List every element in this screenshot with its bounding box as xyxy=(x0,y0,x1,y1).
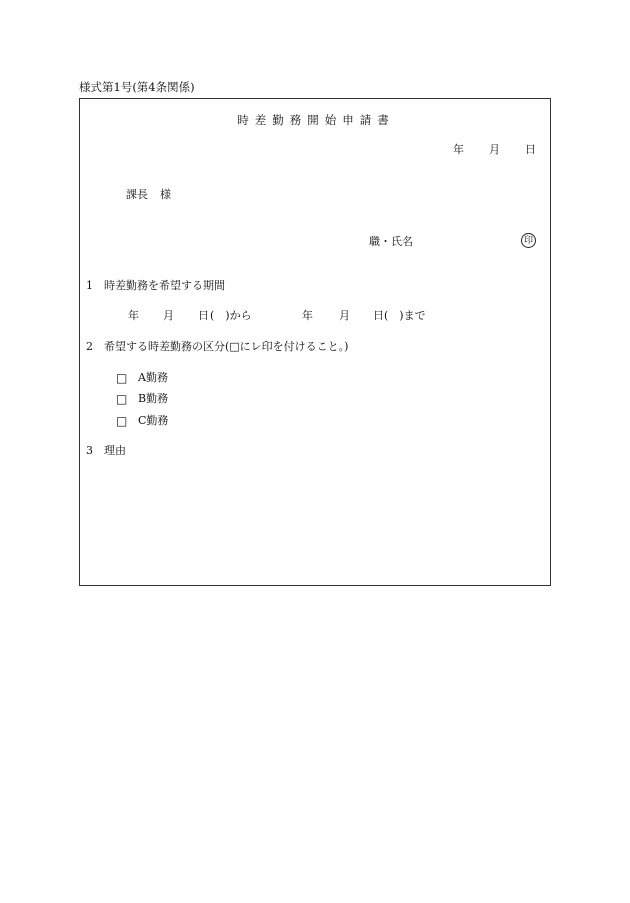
seal-icon: 印 xyxy=(521,233,536,248)
period-start-day-label: 日 xyxy=(198,309,209,322)
addressee-honorific: 様 xyxy=(160,188,171,201)
section-1-number: 1 xyxy=(86,279,93,292)
addressee-title: 課長 xyxy=(126,188,148,201)
option-c-checkbox[interactable]: □ xyxy=(116,414,128,428)
date-day-label: 日 xyxy=(525,143,536,156)
period-end-day-label: 日 xyxy=(373,309,384,322)
form-reference: 様式第1号(第4条関係) xyxy=(79,80,195,94)
period-end-month-label: 月 xyxy=(339,309,350,322)
option-b-checkbox[interactable]: □ xyxy=(116,392,128,406)
document-title: 時差勤務開始申請書 xyxy=(237,113,395,127)
applicant-name-label: 職・氏名 xyxy=(369,235,413,248)
application-form xyxy=(79,98,551,586)
section-2-label: 希望する時差勤務の区分(□にレ印を付けること。) xyxy=(104,340,349,353)
section-1-label: 時差勤務を希望する期間 xyxy=(104,279,225,292)
section-2-number: 2 xyxy=(86,340,93,353)
section-3-label: 理由 xyxy=(104,444,126,457)
period-start-year-label: 年 xyxy=(128,309,139,322)
period-start-month-label: 月 xyxy=(163,309,174,322)
period-end-weekday-label: ( )まで xyxy=(384,309,426,322)
option-a-checkbox[interactable]: □ xyxy=(116,371,128,385)
option-b-label: B勤務 xyxy=(138,392,169,405)
period-end-year-label: 年 xyxy=(302,309,313,322)
section-3-number: 3 xyxy=(86,444,93,457)
period-start-weekday-label: ( )から xyxy=(210,309,252,322)
option-c-label: C勤務 xyxy=(138,414,169,427)
date-year-label: 年 xyxy=(453,143,464,156)
date-month-label: 月 xyxy=(489,143,500,156)
option-a-label: A勤務 xyxy=(138,371,168,384)
